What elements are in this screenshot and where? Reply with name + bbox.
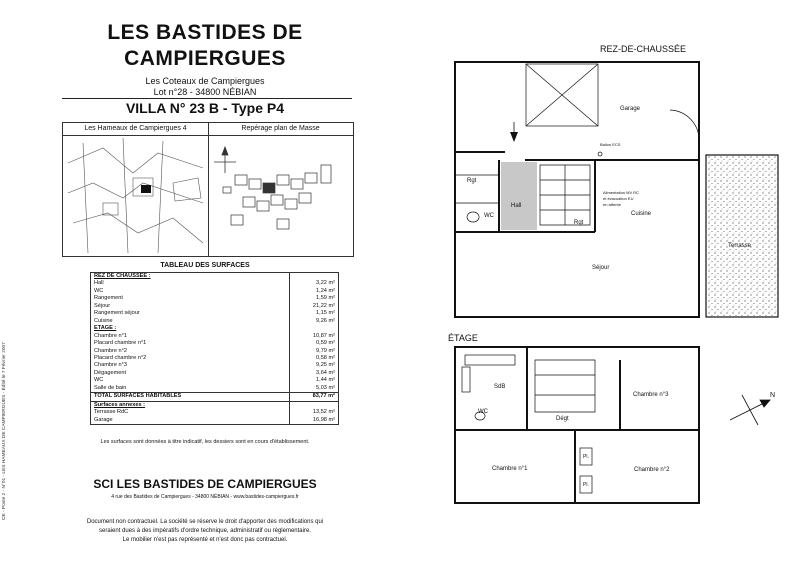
company-name: SCI LES BASTIDES DE CAMPIERGUES (93, 477, 317, 491)
vertical-reference: CE - Poste 2 - N°01 - LES HAMEAUX DE CAMPIERGUES - Édité le 7 Février 2007 (2, 342, 7, 520)
map-right-label: Repérage plan de Masse (241, 125, 320, 132)
closet-1: Pl. (583, 454, 589, 460)
room-cuisine: Cuisine (631, 211, 652, 217)
subtitle-1: Les Coteaux de Campiergues (145, 76, 265, 86)
note-1: Alimentation MV RC (603, 190, 640, 195)
north-label: N (770, 392, 776, 399)
surface-value: 1,59 m² (316, 295, 335, 302)
project-title-line2: CAMPIERGUES (124, 47, 286, 70)
project-title-line1: LES BASTIDES DE (107, 21, 303, 44)
room-chambre-3: Chambre n°3 (633, 392, 669, 398)
surface-name: Hall (91, 280, 290, 287)
surface-value: 9,79 m² (316, 347, 335, 354)
room-wc-floor: WC (478, 409, 488, 415)
surface-value: 10,87 m² (312, 332, 335, 339)
floor-title: ÉTAGE (448, 333, 478, 343)
room-chambre-1: Chambre n°1 (492, 466, 528, 472)
subtitle-2: Lot n°28 - 34800 NÉBIAN (153, 87, 257, 97)
surface-value: 5,03 m² (316, 384, 335, 391)
room-rgt-2: Rgt (574, 220, 584, 226)
floor-heading: ETAGE : (91, 325, 290, 332)
surface-value: 0,58 m² (316, 354, 335, 361)
groundfloor-heading: REZ DE CHAUSSEE : (91, 273, 290, 280)
surface-name: Rangement séjour (91, 310, 290, 317)
surface-name: WC (91, 288, 290, 295)
company-address: 4 rue des Bastides de Campiergues - 34800 NÉBIAN - www.bastides-campiergues.fr (111, 494, 299, 500)
disclaimer-3: Le mobilier n'est pas représenté et n'est donc pas contractuel. (122, 537, 288, 543)
surface-name: Chambre n°3 (91, 362, 290, 369)
surface-name: Rangement (91, 295, 290, 302)
surface-name: Dégagement (91, 370, 290, 377)
surface-value: 3,22 m² (316, 280, 335, 287)
surface-value: 3,64 m² (316, 369, 335, 376)
label-ballon: Ballon ECS (600, 142, 621, 147)
disclaimer-1: Document non contractuel. La société se réserve le droit d'apporter des modifications qui (86, 519, 324, 525)
total-value: 83,77 m² (312, 393, 335, 400)
surface-name: Placard chambre n°2 (91, 355, 290, 362)
closet-2: Pl. (583, 482, 589, 488)
surface-name: Terrasse RdC (91, 409, 290, 416)
surface-value: 1,24 m² (316, 287, 335, 294)
surfaces-title: TABLEAU DES SURFACES (160, 262, 250, 269)
total-label: TOTAL SURFACES HABITABLES (91, 393, 290, 400)
surface-name: Salle de bain (91, 385, 290, 392)
note-3: en attente (603, 202, 621, 207)
surface-name: Chambre n°2 (91, 348, 290, 355)
room-sejour: Séjour (592, 265, 610, 271)
room-terrasse: Terrasse (728, 243, 752, 249)
surface-name: Cuisine (91, 318, 290, 325)
room-wc: WC (484, 213, 494, 219)
surface-name: Garage (91, 417, 290, 424)
surface-name: Séjour (91, 303, 290, 310)
disclaimer-2: seraient dues à des impératifs d'ordre technique, administratif ou réglementaire. (99, 528, 311, 534)
surfaces-note: Les surfaces sont données à titre indicatif, les dessiers sont en cours d'établissement. (100, 439, 310, 445)
surface-name: WC (91, 377, 290, 384)
note-2: et évacuation EU (603, 196, 634, 201)
groundfloor-title: REZ-DE-CHAUSSÉE (600, 44, 687, 54)
annex-heading: Surfaces annexes : (91, 402, 290, 409)
surface-value: 16,98 m² (312, 416, 335, 423)
room-hall: Hall (511, 203, 522, 209)
room-degt: Dégt (556, 416, 569, 422)
surface-value: 0,59 m² (316, 340, 335, 347)
surface-value: 9,25 m² (316, 362, 335, 369)
surface-value: 21,22 m² (312, 302, 335, 309)
surface-value: 1,15 m² (316, 310, 335, 317)
map-left-label: Les Hameaux de Campiergues 4 (84, 125, 187, 132)
room-sdb: SdB (494, 384, 506, 390)
room-garage: Garage (620, 106, 641, 112)
surface-value: 1,44 m² (316, 377, 335, 384)
surface-name: Chambre n°1 (91, 333, 290, 340)
surface-name: Placard chambre n°1 (91, 340, 290, 347)
room-rgt-1: Rgt (467, 178, 477, 184)
surface-value: 13,52 m² (312, 409, 335, 416)
villa-title: VILLA N° 23 B - Type P4 (125, 100, 285, 116)
surface-value: 9,26 m² (316, 317, 335, 324)
room-chambre-2: Chambre n°2 (634, 467, 670, 473)
